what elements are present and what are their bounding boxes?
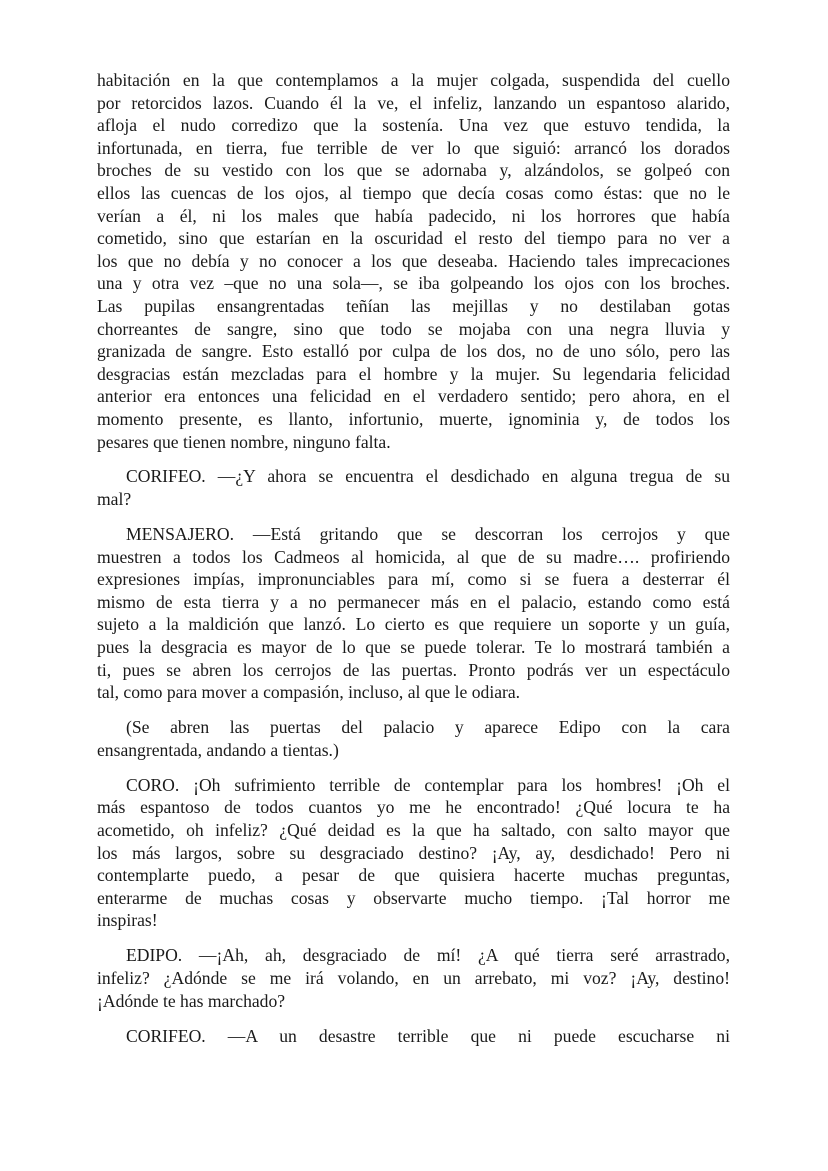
text-line: cometido, sino que estarían en la oscuridad el resto del tiempo para no ver a <box>97 228 730 249</box>
text-line: CORO. ¡Oh sufrimiento terrible de contemplar para los hombres! ¡Oh el <box>126 774 730 795</box>
text-line: acometido, oh infeliz? ¿Qué deidad es la que ha saltado, con salto mayor que <box>97 819 730 840</box>
text-line: habitación en la que contemplamos a la mujer colgada, suspendida del cuello <box>97 70 730 90</box>
text-line: chorreantes de sangre, sino que todo se mojaba con una negra lluvia y <box>97 318 730 339</box>
paragraph <box>97 69 730 453</box>
text-line: muestren a todos los Cadmeos al homicida, al que de su madre…. profiriendo <box>97 546 730 567</box>
text-line: ensangrentada, andando a tientas.) <box>97 739 339 760</box>
paragraph <box>97 1025 730 1048</box>
text-line: verían a él, ni los males que había padecido, ni los horrores que había <box>97 205 730 226</box>
text-line: infeliz? ¿Adónde se me irá volando, en un arrebato, mi voz? ¡Ay, destino! <box>97 967 730 988</box>
text-line: sujeto a la maldición que lanzó. Lo cierto es que requiere un soporte y un guía, <box>97 614 730 635</box>
paragraph <box>97 774 730 932</box>
text-line: CORIFEO. —¿Y ahora se encuentra el desdichado en alguna tregua de su <box>126 466 730 487</box>
paragraph <box>97 465 730 510</box>
text-line: afloja el nudo corredizo que la sostenía. Una vez que estuvo tendida, la <box>97 115 730 136</box>
text-line: contemplarte puedo, a pesar de que quisiera hacerte muchas preguntas, <box>97 865 730 886</box>
paragraph <box>97 944 730 1012</box>
text-line: (Se abren las puertas del palacio y aparece Edipo con la cara <box>126 717 730 738</box>
text-line: CORIFEO. —A un desastre terrible que ni puede escucharse ni <box>126 1025 730 1046</box>
text-line: inspiras! <box>97 910 158 931</box>
text-line: Las pupilas ensangrentadas teñían las mejillas y no destilaban gotas <box>97 295 730 316</box>
text-line: ¡Adónde te has marchado? <box>97 990 286 1011</box>
text-line: momento presente, es llanto, infortunio, muerte, ignominia y, de todos los <box>97 408 730 429</box>
text-line: MENSAJERO. —Está gritando que se descorran los cerrojos y que <box>126 524 730 545</box>
text-line: infortunada, en tierra, fue terrible de ver lo que siguió: arrancó los dorados <box>97 137 730 158</box>
text-line: por retorcidos lazos. Cuando él la ve, el infeliz, lanzando un espantoso alarido, <box>97 92 730 113</box>
text-line: los más largos, sobre su desgraciado destino? ¡Ay, ay, desdichado! Pero ni <box>97 842 730 863</box>
text-line: granizada de sangre. Esto estalló por culpa de los dos, no de uno sólo, pero las <box>97 341 730 362</box>
text-line: mismo de esta tierra y a no permanecer más en el palacio, estando como está <box>97 591 730 612</box>
text-line: tal, como para mover a compasión, incluso, al que le odiara. <box>97 682 521 703</box>
text-line: expresiones impías, impronunciables para mí, como si se fuera a desterrar él <box>97 569 730 590</box>
text-line: EDIPO. —¡Ah, ah, desgraciado de mí! ¿A qué tierra seré arrastrado, <box>126 945 730 966</box>
document-page <box>97 69 730 1059</box>
paragraph <box>97 523 730 704</box>
text-line: ti, pues se abren los cerrojos de las puertas. Pronto podrás ver un espectáculo <box>97 659 730 680</box>
text-line: los que no debía y no conocer a los que deseaba. Haciendo tales imprecaciones <box>97 250 730 271</box>
text-line: más espantoso de todos cuantos yo me he encontrado! ¿Qué locura te ha <box>97 797 730 818</box>
paragraph <box>97 716 730 761</box>
text-line: una y otra vez –que no una sola—, se iba golpeando los ojos con los broches. <box>97 273 730 294</box>
text-line: pesares que tienen nombre, ninguno falta. <box>97 431 391 452</box>
text-line: ellos las cuencas de los ojos, al tiempo que decía cosas como éstas: que no le <box>97 182 730 203</box>
text-line: desgracias están mezcladas para el hombre y la mujer. Su legendaria felicidad <box>97 363 730 384</box>
text-line: pues la desgracia es mayor de lo que se puede tolerar. Te lo mostrará también a <box>97 637 730 658</box>
text-line: enterarme de muchas cosas y observarte mucho tiempo. ¡Tal horror me <box>97 887 730 908</box>
text-line: mal? <box>97 489 132 510</box>
text-line: anterior era entonces una felicidad en el verdadero sentido; pero ahora, en el <box>97 386 730 407</box>
text-line: broches de su vestido con los que se adornaba y, alzándolos, se golpeó con <box>97 160 730 181</box>
